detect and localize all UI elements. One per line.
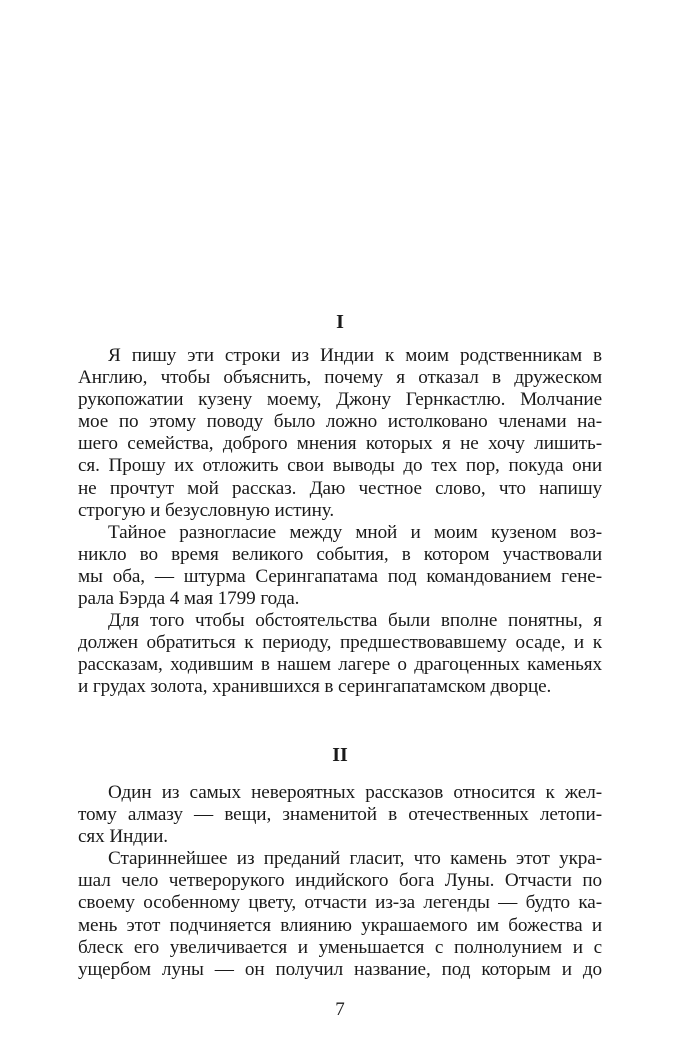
paragraph-1-3 bbox=[78, 610, 602, 698]
text-line: рассказам, ходившим в нашем лагере о драгоценных каменьях bbox=[78, 654, 602, 676]
text-line: Стариннейшее из преданий гласит, что камень этот укра- bbox=[108, 848, 602, 870]
text-line: Тайное разногласие между мной и моим кузеном воз- bbox=[108, 521, 602, 543]
paragraph-1-2 bbox=[78, 522, 602, 610]
text-line: мы оба, — штурма Серингапатама под командованием гене- bbox=[78, 565, 602, 587]
text-line: блеск его увеличивается и уменьшается с полнолунием и с bbox=[78, 936, 602, 958]
paragraph-2-2 bbox=[78, 848, 602, 981]
text-line: должен обратиться к периоду, предшествовавшему осаде, и к bbox=[78, 632, 602, 654]
text-line: не прочтут мой рассказ. Даю честное слово, что напишу bbox=[78, 477, 602, 499]
text-line: Я пишу эти строки из Индии к моим родственникам в bbox=[108, 345, 602, 366]
text-line: своему особенному цвету, отчасти из-за легенды — будто ка- bbox=[78, 892, 602, 914]
text-line: никло во время великого события, в котором участвовали bbox=[78, 543, 602, 565]
text-line: мое по этому поводу было ложно истолковано членами на- bbox=[78, 411, 602, 433]
text-line: Один из самых невероятных рассказов относится к жел- bbox=[108, 782, 602, 803]
paragraph-1-1 bbox=[78, 345, 602, 522]
text-line: рала Бэрда 4 мая 1799 года. bbox=[78, 588, 300, 610]
text-line: Англию, чтобы объяснить, почему я отказал в дружеском bbox=[78, 367, 602, 389]
text-line: рукопожатии кузену моему, Джону Гернкастлю. Молчание bbox=[78, 389, 602, 411]
paragraph-2-1 bbox=[78, 782, 602, 848]
text-line: и грудах золота, хранившихся в серингапатамском дворце. bbox=[78, 676, 552, 698]
chapter-2-text bbox=[78, 782, 602, 981]
chapter-heading-1: I bbox=[336, 311, 344, 333]
page-number: 7 bbox=[335, 999, 345, 1020]
text-line: ся. Прошу их отложить свои выводы до тех пор, покуда они bbox=[78, 455, 602, 477]
text-line: тому алмазу — вещи, знаменитой в отечественных летопи- bbox=[78, 804, 602, 826]
chapter-heading-2: II bbox=[332, 744, 348, 766]
text-line: мень этот подчиняется влиянию украшаемого им божества и bbox=[78, 914, 602, 936]
text-line: сях Индии. bbox=[78, 826, 168, 848]
text-line: шего семейства, доброго мнения которых я не хочу лишить- bbox=[78, 433, 602, 455]
text-line: строгую и безусловную истину. bbox=[78, 499, 335, 521]
text-line: Для того чтобы обстоятельства были вполне понятны, я bbox=[108, 610, 602, 632]
text-line: ущербом луны — он получил название, под которым и до bbox=[78, 958, 602, 980]
text-line: шал чело четверорукого индийского бога Луны. Отчасти по bbox=[78, 870, 602, 892]
chapter-1-text bbox=[78, 345, 602, 699]
